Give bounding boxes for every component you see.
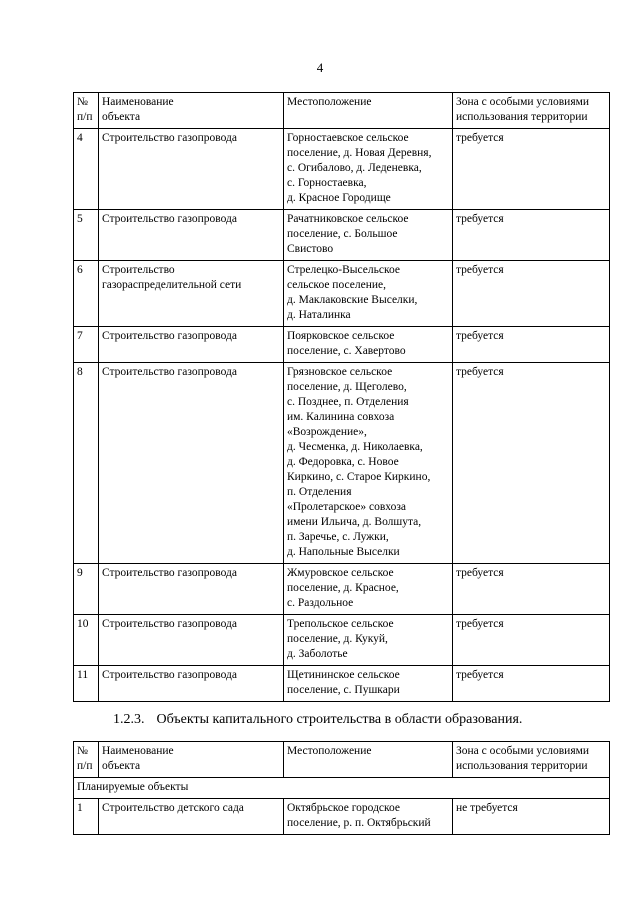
cell-number: 9 bbox=[74, 564, 99, 615]
cell-number: 10 bbox=[74, 615, 99, 666]
table-header-row bbox=[74, 93, 610, 129]
header-cell-number: № п/п bbox=[74, 93, 99, 129]
section-number: 1.2.3. bbox=[113, 712, 145, 727]
header-cell-name: Наименование объекта bbox=[99, 93, 284, 129]
cell-zone: требуется bbox=[453, 210, 610, 261]
cell-name: Строительство газораспределительной сети bbox=[99, 261, 284, 327]
cell-number: 4 bbox=[74, 129, 99, 210]
cell-number: 6 bbox=[74, 261, 99, 327]
table-row bbox=[74, 327, 610, 363]
cell-zone: требуется bbox=[453, 363, 610, 564]
header-cell-name: Наименование объекта bbox=[99, 742, 284, 778]
cell-zone: требуется bbox=[453, 261, 610, 327]
table-row bbox=[74, 129, 610, 210]
cell-zone: требуется bbox=[453, 129, 610, 210]
cell-zone: требуется bbox=[453, 615, 610, 666]
cell-number: 7 bbox=[74, 327, 99, 363]
cell-zone: не требуется bbox=[453, 799, 610, 835]
table-header-row bbox=[74, 742, 610, 778]
cell-name: Строительство газопровода bbox=[99, 129, 284, 210]
cell-location: Поярковское сельское поселение, с. Хавертово bbox=[284, 327, 453, 363]
cell-location: Стрелецко-Высельское сельское поселение, д. Маклаковские Выселки, д. Наталинка bbox=[284, 261, 453, 327]
table-row bbox=[74, 261, 610, 327]
cell-location: Рачатниковское сельское поселение, с. Большое Свистово bbox=[284, 210, 453, 261]
cell-number: 8 bbox=[74, 363, 99, 564]
table-row bbox=[74, 799, 610, 835]
section-heading bbox=[113, 712, 522, 728]
cell-name: Строительство газопровода bbox=[99, 363, 284, 564]
header-cell-number: № п/п bbox=[74, 742, 99, 778]
cell-location: Октябрьское городское поселение, р. п. Октябрьский bbox=[284, 799, 453, 835]
cell-location: Жмуровское сельское поселение, д. Красное, с. Раздольное bbox=[284, 564, 453, 615]
cell-name: Строительство газопровода bbox=[99, 327, 284, 363]
cell-number: 5 bbox=[74, 210, 99, 261]
table-row bbox=[74, 666, 610, 702]
header-cell-zone: Зона с особыми условиями использования территории bbox=[453, 93, 610, 129]
cell-zone: требуется bbox=[453, 564, 610, 615]
group-row bbox=[74, 778, 610, 799]
cell-zone: требуется bbox=[453, 666, 610, 702]
header-cell-zone: Зона с особыми условиями использования территории bbox=[453, 742, 610, 778]
education-objects-table bbox=[73, 741, 610, 835]
cell-name: Строительство газопровода bbox=[99, 210, 284, 261]
cell-number: 1 bbox=[74, 799, 99, 835]
cell-location: Горностаевское сельское поселение, д. Новая Деревня, с. Огибалово, д. Леденевка, с. Горностаевка, д. Красное Городище bbox=[284, 129, 453, 210]
cell-location: Грязновское сельское поселение, д. Щеголево, с. Позднее, п. Отделения им. Калинина совхоза «Возрождение», д. Чесменка, д. Николаевка, д. Федоровка, с. Новое Киркино, с. Старое Киркино, п. Отделения «Пролетарское» совхоза имени Ильича, д. Волшута, п. Заречье, с. Лужки, д. Напольные Выселки bbox=[284, 363, 453, 564]
cell-location: Щетининское сельское поселение, с. Пушкари bbox=[284, 666, 453, 702]
table-row bbox=[74, 564, 610, 615]
header-cell-location: Местоположение bbox=[284, 93, 453, 129]
group-label: Планируемые объекты bbox=[74, 778, 610, 799]
cell-zone: требуется bbox=[453, 327, 610, 363]
table-row bbox=[74, 210, 610, 261]
cell-location: Трепольское сельское поселение, д. Кукуй, д. Заболотье bbox=[284, 615, 453, 666]
cell-name: Строительство детского сада bbox=[99, 799, 284, 835]
cell-number: 11 bbox=[74, 666, 99, 702]
gas-objects-table bbox=[73, 92, 610, 702]
table-row bbox=[74, 615, 610, 666]
page-number: 4 bbox=[316, 60, 324, 75]
cell-name: Строительство газопровода bbox=[99, 615, 284, 666]
table-row bbox=[74, 363, 610, 564]
cell-name: Строительство газопровода bbox=[99, 564, 284, 615]
section-title: Объекты капитального строительства в области образования. bbox=[156, 712, 523, 727]
cell-name: Строительство газопровода bbox=[99, 666, 284, 702]
header-cell-location: Местоположение bbox=[284, 742, 453, 778]
